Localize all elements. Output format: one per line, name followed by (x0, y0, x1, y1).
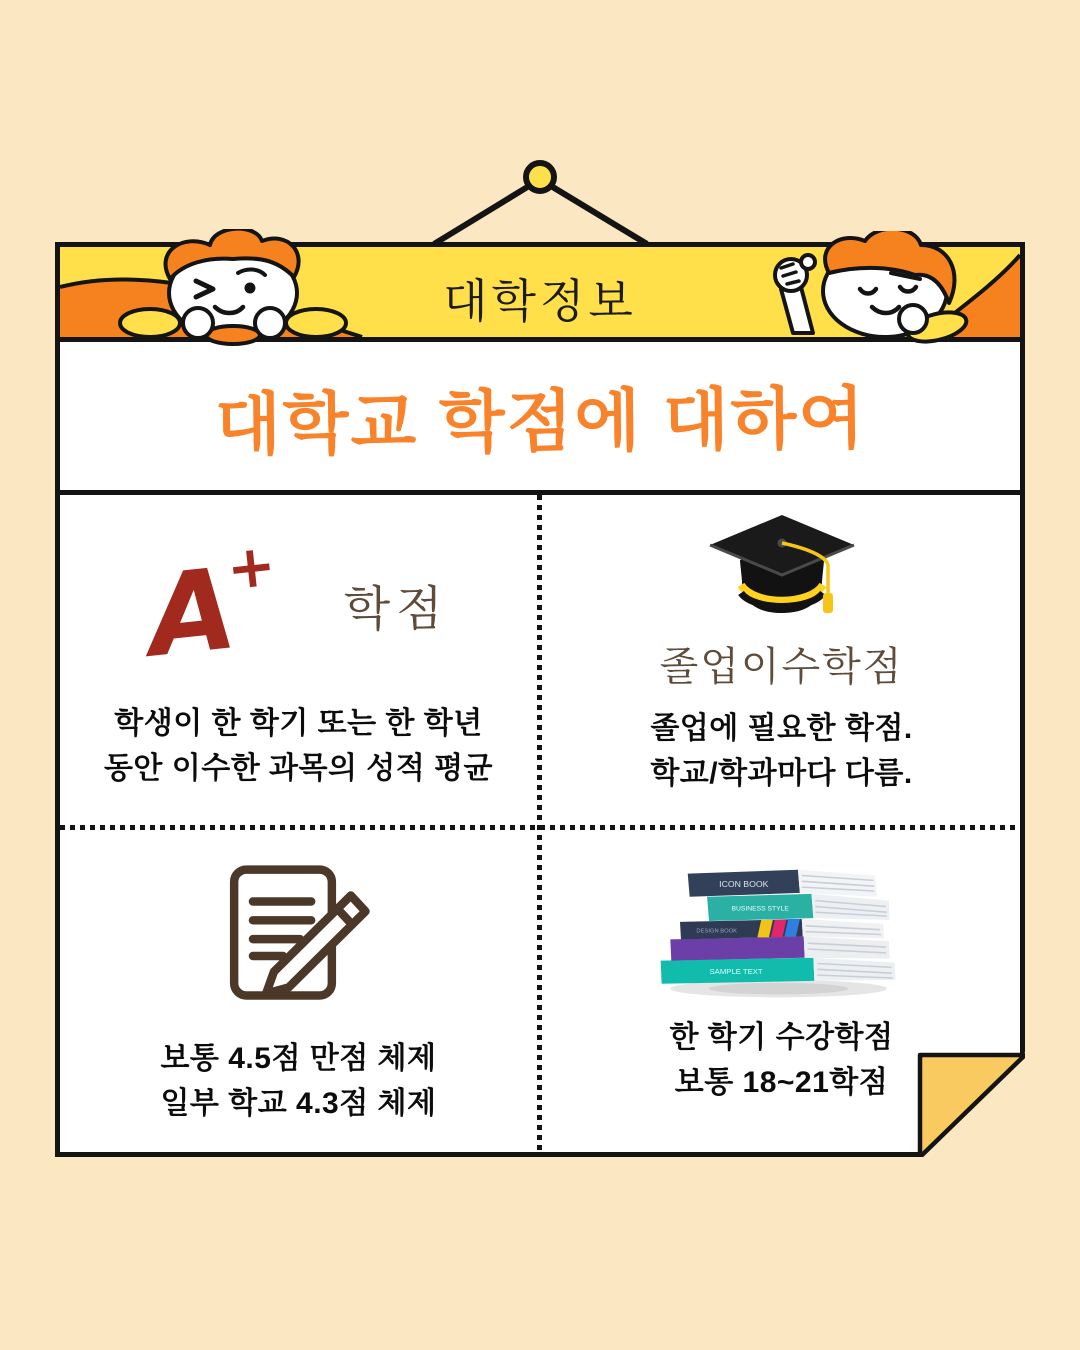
cell-grade (60, 495, 537, 825)
content-grid (60, 495, 1020, 1152)
book2-spine-label: BUSINESS STYLE (731, 905, 789, 913)
hanger-strings (0, 0, 1080, 250)
dotted-divider-vertical (537, 495, 542, 1152)
hook-pin-icon (526, 163, 554, 191)
a-plus-grade-icon: A+ (142, 530, 280, 682)
book5-spine-label: SAMPLE TEXT (709, 967, 763, 977)
cell-scale (60, 830, 537, 1152)
graduation-card-description: 졸업에 필요한 학점. 학교/학과마다 다름. (650, 712, 913, 790)
cell-graduation (543, 495, 1020, 825)
note-pencil-icon (221, 858, 376, 1008)
grade-card-description: 학생이 한 학기 또는 한 학년 동안 이수한 과목의 성적 평균 (103, 707, 494, 785)
graduation-card-title: 졸업이수학점 (659, 645, 904, 689)
book-stack-image (649, 862, 914, 1007)
poster-title: 대학교 학점에 대하여 (214, 380, 866, 463)
banner-badge: 대학정보 (443, 275, 637, 327)
grade-card-title: 학점 (343, 582, 449, 636)
graduation-cap-icon (697, 509, 867, 629)
scale-card-description: 보통 4.5점 만점 체제 일부 학교 4.3점 체제 (160, 1042, 437, 1120)
book3-spine-label: DESIGN BOOK (696, 928, 738, 935)
semester-card-description: 한 학기 수강학점 보통 18~21학점 (669, 1021, 894, 1099)
poster-card (55, 242, 1025, 1157)
title-section (60, 342, 1020, 495)
page-fold-corner (895, 1037, 1025, 1157)
book1-spine-label: ICON BOOK (719, 879, 769, 890)
banner (60, 247, 1020, 342)
